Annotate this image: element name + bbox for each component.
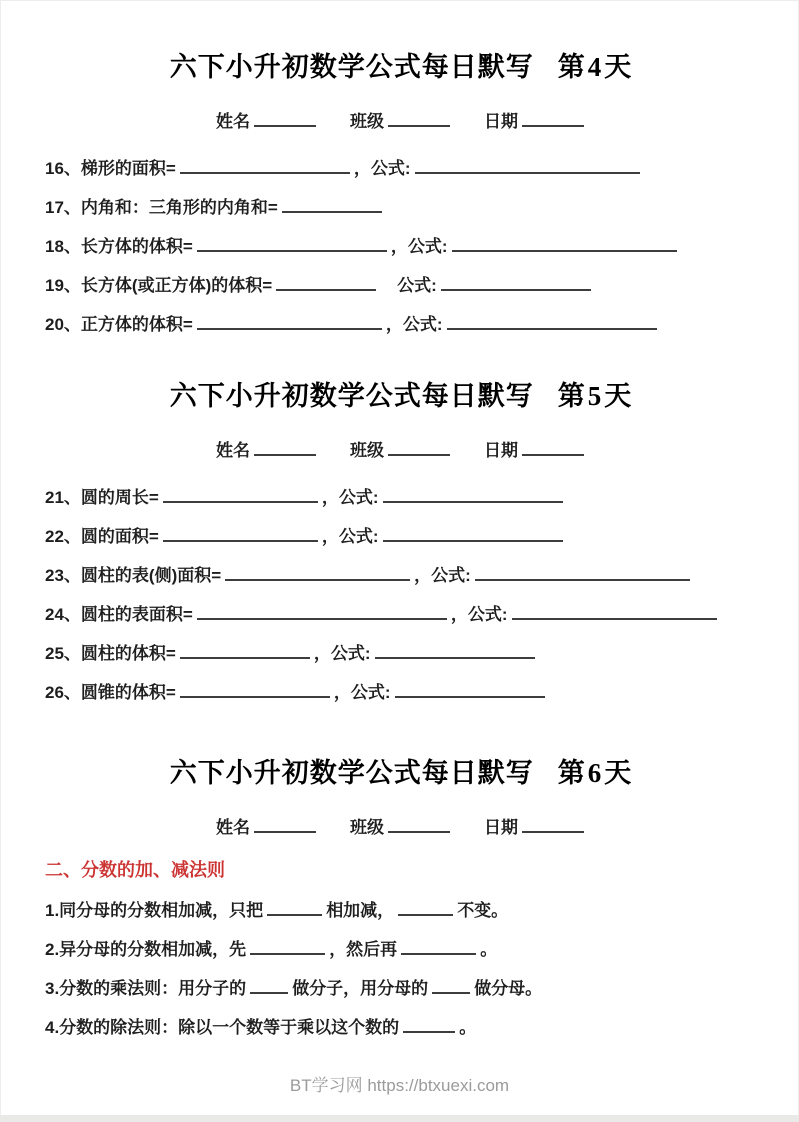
fill-blank xyxy=(432,979,470,994)
line-text: 。 xyxy=(480,940,498,959)
worksheet-section-day6 xyxy=(45,756,759,1038)
section-title-day: 第6天 xyxy=(557,758,635,788)
line-text: 21、圆的周长= xyxy=(45,488,159,507)
section-title-day: 第5天 xyxy=(557,381,635,411)
student-info-field xyxy=(216,111,320,133)
field-label: 姓名 xyxy=(216,112,250,131)
line-text: ，公式: xyxy=(353,159,411,178)
line-text: ，公式: xyxy=(390,237,448,256)
worksheet-line xyxy=(45,1018,759,1038)
worksheet-line xyxy=(45,315,759,335)
student-info-field xyxy=(484,111,588,133)
rules-heading: 二、分数的加、减法则 xyxy=(45,860,225,880)
section-title-text: 六下小升初数学公式每日默写 xyxy=(169,381,534,411)
section-title-day: 第4天 xyxy=(557,52,635,82)
student-info-row xyxy=(45,111,759,133)
section-title xyxy=(45,50,759,84)
student-info-field xyxy=(216,440,320,462)
fill-lines xyxy=(45,159,759,335)
fill-blank xyxy=(197,605,447,620)
fill-blank xyxy=(254,112,316,127)
fill-blank xyxy=(452,237,677,252)
fill-blank xyxy=(180,683,330,698)
line-text: 23、圆柱的表(侧)面积= xyxy=(45,566,222,585)
line-text: ，公式: xyxy=(414,566,471,585)
line-text: 20、正方体的体积= xyxy=(45,315,193,334)
section-title-text: 六下小升初数学公式每日默写 xyxy=(169,758,534,788)
field-label: 日期 xyxy=(484,441,518,460)
fill-blank xyxy=(250,940,325,955)
line-text: ，公式: xyxy=(450,605,508,624)
fill-blank xyxy=(441,276,591,291)
line-text: 24、圆柱的表面积= xyxy=(45,605,193,624)
line-text: 相加减， xyxy=(326,901,395,920)
fill-blank xyxy=(395,683,545,698)
fill-blank xyxy=(388,112,450,127)
line-text: 1.同分母的分数相加减，只把 xyxy=(45,901,264,920)
line-text: 22、圆的面积= xyxy=(45,527,159,546)
fill-blank xyxy=(163,527,318,542)
field-label: 班级 xyxy=(350,112,384,131)
student-info-field xyxy=(350,111,454,133)
worksheet-line xyxy=(45,683,759,703)
fill-blank xyxy=(225,566,410,581)
line-text: 4.分数的除法则：除以一个数等于乘以这个数的 xyxy=(45,1018,400,1037)
worksheet-line xyxy=(45,979,759,999)
field-label: 班级 xyxy=(350,818,384,837)
line-text: 2.异分母的分数相加减，先 xyxy=(45,940,247,959)
worksheet-section-day4 xyxy=(45,0,759,335)
field-label: 日期 xyxy=(484,818,518,837)
fill-blank xyxy=(276,276,376,291)
fill-blank xyxy=(512,605,717,620)
field-label: 班级 xyxy=(350,441,384,460)
fill-blank xyxy=(163,488,318,503)
line-text: ，公式: xyxy=(385,315,443,334)
worksheet-line xyxy=(45,527,759,547)
fill-blank xyxy=(415,159,640,174)
field-label: 姓名 xyxy=(216,818,250,837)
worksheet-section-day5 xyxy=(45,379,759,703)
fill-blank xyxy=(375,644,535,659)
fill-blank xyxy=(197,237,387,252)
worksheet-line xyxy=(45,605,759,625)
fill-blank xyxy=(197,315,382,330)
fill-blank xyxy=(403,1018,455,1033)
fill-blank xyxy=(401,940,476,955)
worksheet-line xyxy=(45,276,759,296)
fill-blank xyxy=(180,644,310,659)
fill-blank xyxy=(522,441,584,456)
fill-lines xyxy=(45,901,759,1038)
worksheet-line xyxy=(45,237,759,257)
worksheet-line xyxy=(45,901,759,921)
fill-blank xyxy=(398,901,453,916)
watermark: BT学习网 https://btxuexi.com xyxy=(289,1076,510,1095)
fill-blank xyxy=(180,159,350,174)
fill-blank xyxy=(522,112,584,127)
line-text: 19、长方体(或正方体)的体积= xyxy=(45,276,273,295)
fill-blank xyxy=(447,315,657,330)
worksheet-line xyxy=(45,198,759,218)
line-text: 17、内角和：三角形的内角和= xyxy=(45,198,278,217)
fill-blank xyxy=(383,488,563,503)
fill-blank xyxy=(267,901,322,916)
student-info-field xyxy=(484,817,588,839)
section-title xyxy=(45,379,759,413)
line-text: 。 xyxy=(459,1018,477,1037)
fill-blank xyxy=(254,818,316,833)
fill-blank xyxy=(282,198,382,213)
line-text: 18、长方体的体积= xyxy=(45,237,193,256)
student-info-field xyxy=(350,440,454,462)
line-text: 做分子，用分母的 xyxy=(292,979,429,998)
line-text: 3.分数的乘法则：用分子的 xyxy=(45,979,247,998)
line-text: 做分母。 xyxy=(474,979,543,998)
student-info-field xyxy=(484,440,588,462)
section-title-text: 六下小升初数学公式每日默写 xyxy=(169,52,534,82)
line-text: ，公式: xyxy=(333,683,391,702)
fill-blank xyxy=(383,527,563,542)
fill-blank xyxy=(475,566,690,581)
student-info-row xyxy=(45,440,759,462)
line-text: ，然后再 xyxy=(329,940,398,959)
line-text: 26、圆锥的体积= xyxy=(45,683,176,702)
field-label: 日期 xyxy=(484,112,518,131)
fill-blank xyxy=(388,818,450,833)
field-label: 姓名 xyxy=(216,441,250,460)
sections xyxy=(45,0,759,1038)
line-text: ，公式: xyxy=(321,488,379,507)
line-text: 不变。 xyxy=(457,901,509,920)
worksheet-line xyxy=(45,644,759,664)
fill-blank xyxy=(254,441,316,456)
line-text: 公式: xyxy=(380,276,437,295)
fill-blank xyxy=(250,979,288,994)
line-text: 25、圆柱的体积= xyxy=(45,644,176,663)
fill-blank xyxy=(388,441,450,456)
student-info-row xyxy=(45,817,759,839)
line-text: ，公式: xyxy=(313,644,371,663)
worksheet-line xyxy=(45,566,759,586)
bottom-strip xyxy=(0,1115,799,1122)
worksheet-line xyxy=(45,159,759,179)
fill-lines xyxy=(45,488,759,703)
line-text: 16、梯形的面积= xyxy=(45,159,176,178)
worksheet-line xyxy=(45,940,759,960)
fill-blank xyxy=(522,818,584,833)
worksheet-line xyxy=(45,488,759,508)
section-title xyxy=(45,756,759,790)
line-text: ，公式: xyxy=(321,527,379,546)
student-info-field xyxy=(350,817,454,839)
student-info-field xyxy=(216,817,320,839)
